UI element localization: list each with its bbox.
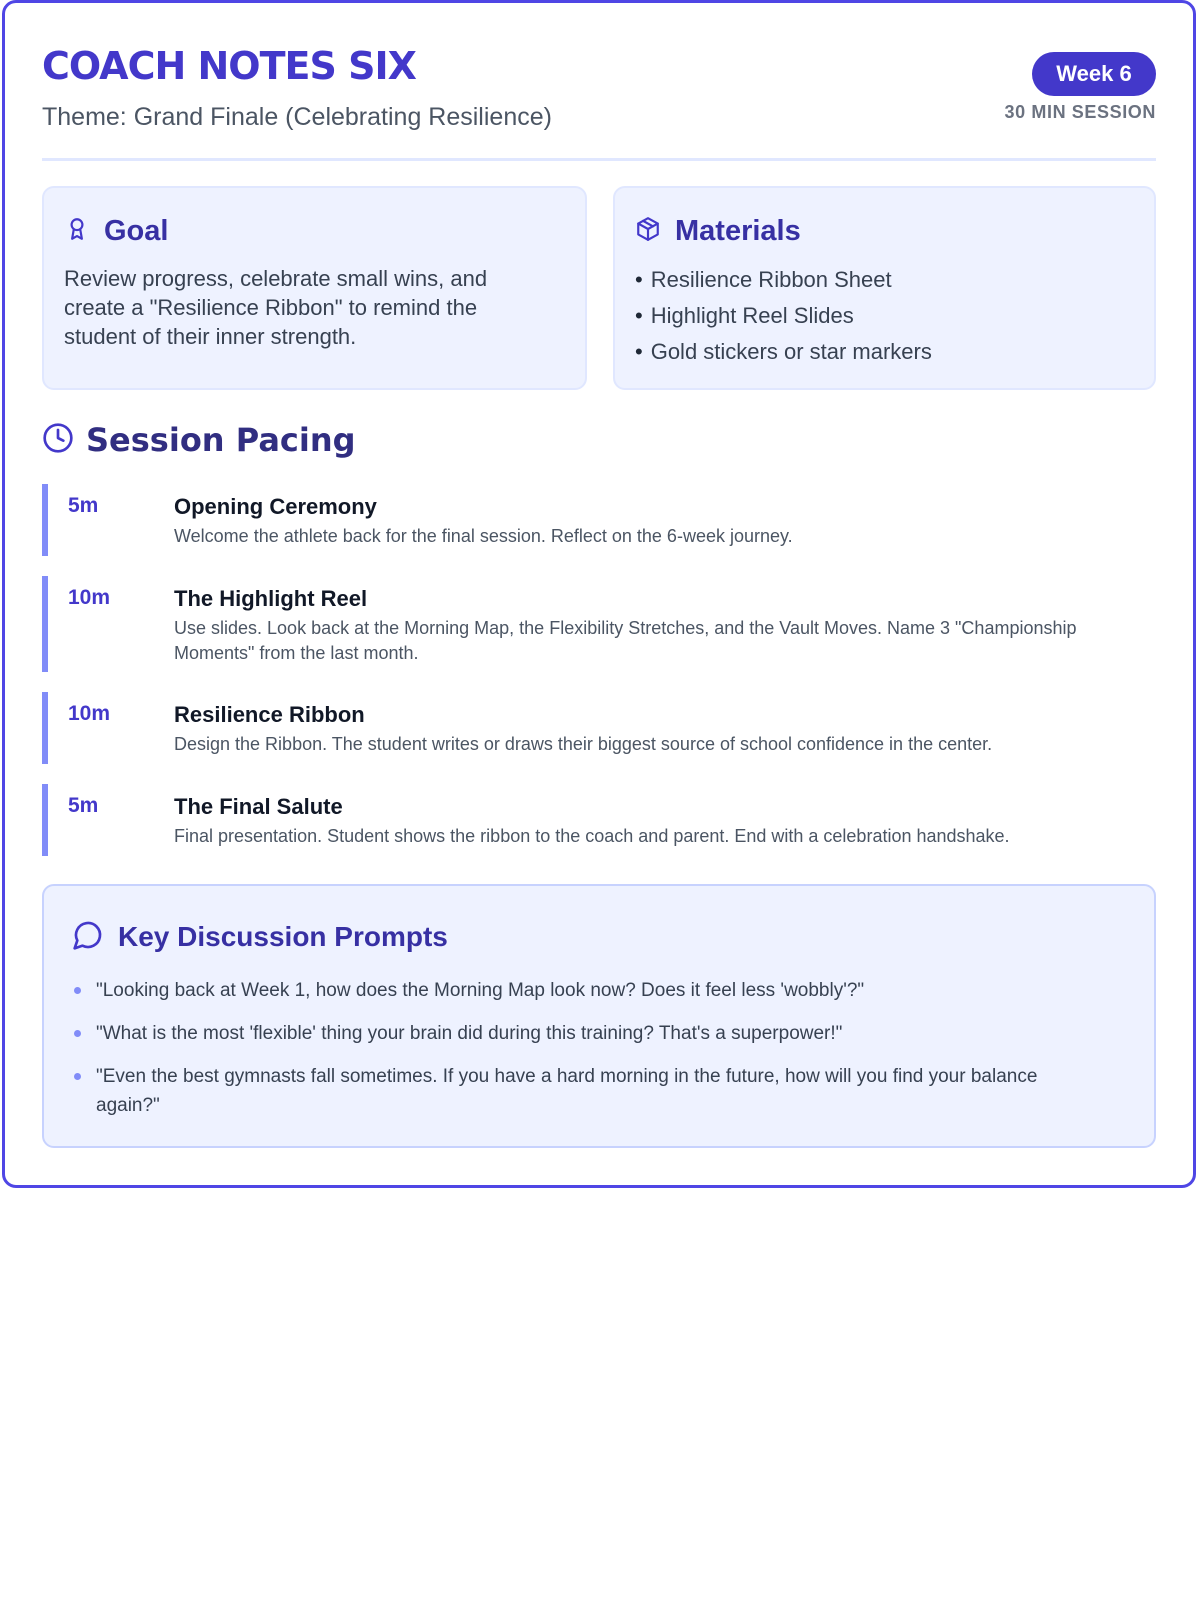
materials-list — [635, 262, 932, 370]
bullet-dot — [74, 1073, 81, 1080]
week-badge: Week 6 — [1032, 52, 1156, 96]
pacing-row — [42, 784, 1156, 856]
pacing-row — [42, 692, 1156, 764]
materials-item: • Highlight Reel Slides — [635, 298, 932, 334]
goal-panel — [42, 186, 587, 390]
goal-heading — [64, 214, 168, 248]
materials-heading-label: Materials — [675, 214, 801, 247]
box-icon — [635, 216, 675, 247]
pacing-duration: 10m — [68, 586, 111, 609]
session-pacing-heading — [42, 420, 356, 460]
pacing-duration: 5m — [68, 494, 99, 517]
pacing-title: The Final Salute — [174, 794, 343, 819]
bullet-dot — [74, 1030, 81, 1037]
clock-icon — [42, 422, 86, 459]
goal-text: Review progress, celebrate small wins, and create a "Resilience Ribbon" to remind the student of their inner strength. — [64, 266, 488, 349]
speech-bubble-icon — [72, 919, 118, 956]
page-title: COACH NOTES SIX — [42, 44, 416, 88]
pacing-title: Opening Ceremony — [174, 494, 377, 519]
pacing-description: Final presentation. Student shows the ribbon to the coach and parent. End with a celebration handshake. — [174, 826, 1010, 846]
pacing-row — [42, 576, 1156, 672]
materials-panel — [613, 186, 1156, 390]
pacing-row — [42, 484, 1156, 556]
pacing-description: Use slides. Look back at the Morning Map, the Flexibility Stretches, and the Vault Moves. Name 3 "Championship Moments" from the last month. — [174, 618, 1077, 663]
discussion-prompts-title: Key Discussion Prompts — [118, 921, 448, 952]
materials-item: • Resilience Ribbon Sheet — [635, 262, 932, 298]
session-length-label: 30 MIN SESSION — [1004, 102, 1156, 122]
materials-item: • Gold stickers or star markers — [635, 334, 932, 370]
pacing-title: Resilience Ribbon — [174, 702, 365, 727]
prompt-item — [72, 976, 1102, 1005]
prompt-text: "What is the most 'flexible' thing your brain did during this training? That's a superpower!" — [96, 1023, 843, 1044]
header — [42, 40, 1156, 161]
discussion-prompts-panel — [42, 884, 1156, 1148]
prompt-item — [72, 1019, 1102, 1048]
pacing-description: Welcome the athlete back for the final session. Reflect on the 6-week journey. — [174, 526, 793, 546]
discussion-prompts-list — [72, 976, 1102, 1134]
pacing-duration: 5m — [68, 794, 99, 817]
pacing-title: The Highlight Reel — [174, 586, 368, 611]
discussion-prompts-heading — [72, 920, 448, 954]
goal-heading-label: Goal — [104, 214, 169, 247]
pacing-duration: 10m — [68, 702, 111, 725]
materials-heading — [635, 214, 801, 248]
prompt-text: "Even the best gymnasts fall sometimes. If you have a hard morning in the future, how will you find your balance again?" — [96, 1066, 1038, 1116]
pacing-description: Design the Ribbon. The student writes or draws their biggest source of school confidence in the center. — [174, 734, 993, 754]
session-pacing-title: Session Pacing — [86, 421, 356, 459]
prompt-item — [72, 1062, 1102, 1120]
theme-subtitle: Theme: Grand Finale (Celebrating Resilience) — [42, 103, 552, 131]
prompt-text: "Looking back at Week 1, how does the Morning Map look now? Does it feel less 'wobbly'?" — [96, 980, 865, 1001]
award-ribbon-icon — [64, 216, 104, 247]
bullet-dot — [74, 987, 81, 994]
